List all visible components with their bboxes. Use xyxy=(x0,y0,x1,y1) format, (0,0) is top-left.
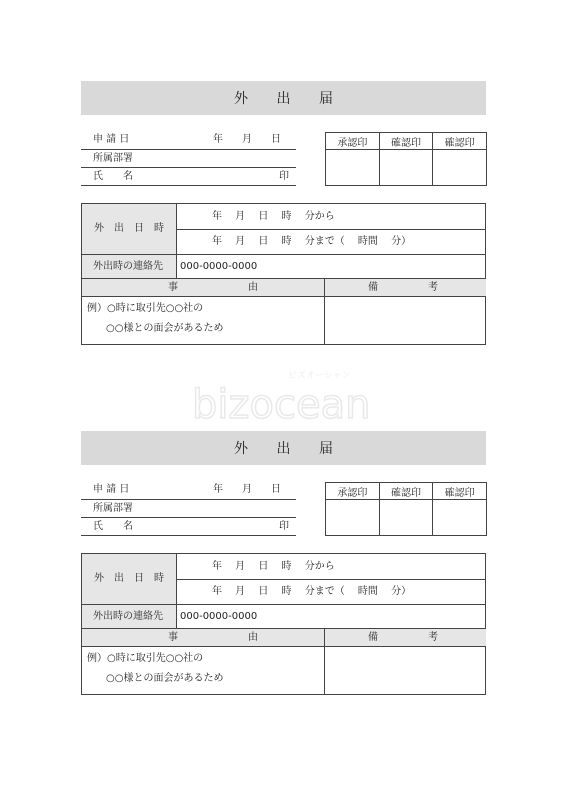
date-underline[interactable] xyxy=(81,499,296,500)
name-underline[interactable] xyxy=(81,535,296,536)
name-label: 氏 名 xyxy=(93,171,133,182)
year-label: 年 xyxy=(213,134,223,145)
form-title: 外 出 届 xyxy=(81,81,486,115)
contact-label: 外出時の連絡先 xyxy=(93,261,163,272)
seal-label: 印 xyxy=(279,521,289,532)
divider xyxy=(176,579,486,580)
remarks-field[interactable] xyxy=(324,297,486,344)
remarks-header: 備 考 xyxy=(368,282,438,293)
approval-stamp-table xyxy=(325,132,487,186)
outing-form-2 xyxy=(81,431,487,697)
confirmation-stamp-box[interactable] xyxy=(379,500,433,536)
confirmation-stamp-box[interactable] xyxy=(433,150,487,186)
confirmation-stamp-header: 確認印 xyxy=(433,133,487,150)
divider xyxy=(324,629,325,694)
divider xyxy=(82,254,486,255)
approval-stamp-table xyxy=(325,482,487,536)
approval-stamp-box[interactable] xyxy=(326,150,380,186)
year-label: 年 xyxy=(213,484,223,495)
divider xyxy=(324,279,325,344)
department-label: 所属部署 xyxy=(93,503,133,514)
approval-stamp-header: 承認印 xyxy=(326,483,380,500)
bizocean-watermark xyxy=(190,368,380,428)
divider xyxy=(176,255,177,279)
reason-text-line1[interactable]: 例）○時に取引先○○社の xyxy=(87,653,204,664)
divider xyxy=(176,229,486,230)
department-label: 所属部署 xyxy=(93,153,133,164)
reason-header: 事 由 xyxy=(168,632,258,643)
divider xyxy=(82,278,486,279)
watermark-kana: ビズオーシャン xyxy=(288,371,351,381)
divider xyxy=(82,604,486,605)
return-datetime-field[interactable]: 年 月 日 時 分まで（ 時間 分） xyxy=(212,236,412,247)
outing-details-table xyxy=(81,203,486,345)
month-label: 月 xyxy=(242,484,252,495)
outing-datetime-label: 外 出 日 時 xyxy=(94,573,164,584)
confirmation-stamp-box[interactable] xyxy=(433,500,487,536)
form-title: 外 出 届 xyxy=(81,431,486,465)
confirmation-stamp-box[interactable] xyxy=(379,150,433,186)
outing-details-table xyxy=(81,553,486,695)
departure-datetime-field[interactable]: 年 月 日 時 分から xyxy=(212,561,335,572)
divider xyxy=(82,646,486,647)
divider xyxy=(82,296,486,297)
outing-form-1 xyxy=(81,81,487,347)
reason-text-line2[interactable]: ○○様との面会があるため xyxy=(106,323,224,334)
reason-text-line1[interactable]: 例）○時に取引先○○社の xyxy=(87,303,204,314)
outing-datetime-label: 外 出 日 時 xyxy=(94,223,164,234)
divider xyxy=(176,605,177,629)
seal-label: 印 xyxy=(279,171,289,182)
department-underline[interactable] xyxy=(81,167,296,168)
remarks-header: 備 考 xyxy=(368,632,438,643)
confirmation-stamp-header: 確認印 xyxy=(379,483,433,500)
confirmation-stamp-header: 確認印 xyxy=(379,133,433,150)
contact-label: 外出時の連絡先 xyxy=(93,611,163,622)
approval-stamp-header: 承認印 xyxy=(326,133,380,150)
day-label: 日 xyxy=(271,484,281,495)
name-underline[interactable] xyxy=(81,185,296,186)
application-date-label: 申 請 日 xyxy=(93,484,130,495)
approval-stamp-box[interactable] xyxy=(326,500,380,536)
date-underline[interactable] xyxy=(81,149,296,150)
contact-phone-field[interactable]: 000-0000-0000 xyxy=(180,611,258,622)
contact-phone-field[interactable]: 000-0000-0000 xyxy=(180,261,258,272)
return-datetime-field[interactable]: 年 月 日 時 分まで（ 時間 分） xyxy=(212,586,412,597)
department-underline[interactable] xyxy=(81,517,296,518)
name-label: 氏 名 xyxy=(93,521,133,532)
confirmation-stamp-header: 確認印 xyxy=(433,483,487,500)
reason-text-line2[interactable]: ○○様との面会があるため xyxy=(106,673,224,684)
remarks-field[interactable] xyxy=(324,647,486,694)
watermark-logo-text: bizocean xyxy=(192,382,371,428)
application-date-label: 申 請 日 xyxy=(93,134,130,145)
reason-header: 事 由 xyxy=(168,282,258,293)
divider xyxy=(82,628,486,629)
month-label: 月 xyxy=(242,134,252,145)
day-label: 日 xyxy=(271,134,281,145)
departure-datetime-field[interactable]: 年 月 日 時 分から xyxy=(212,211,335,222)
